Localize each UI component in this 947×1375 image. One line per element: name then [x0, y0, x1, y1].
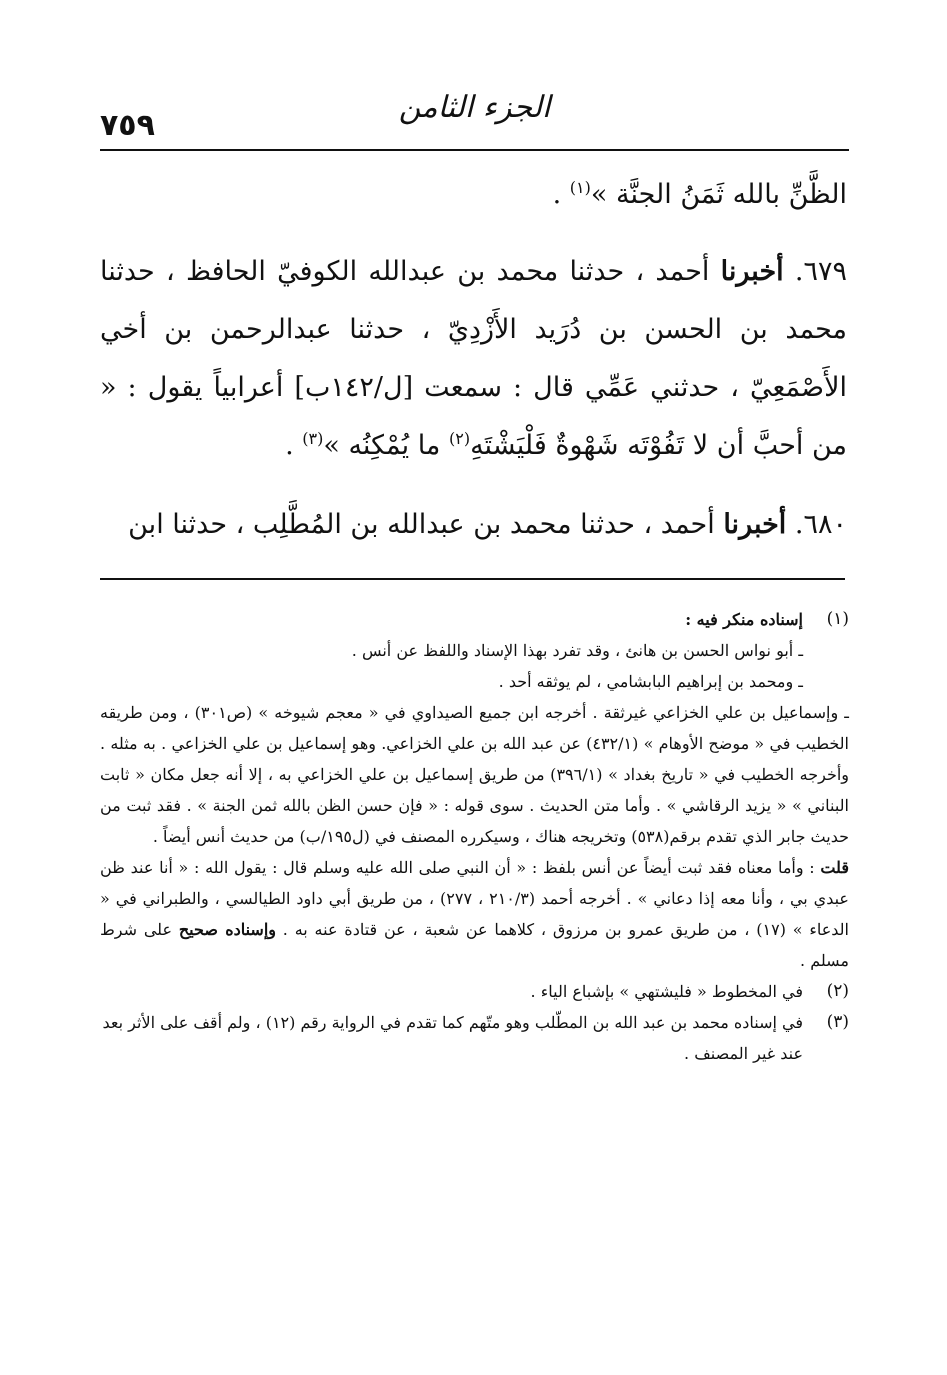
- part-title: الجزء الثامن: [398, 90, 551, 125]
- footnote-1-bullet-1: ـ أبو نواس الحسن بن هانئ ، وقد تفرد بهذا الإسناد واللفظ عن أنس .: [351, 641, 803, 660]
- footnote-1-text: : وأما معناه فقد ثبت أيضاً عن أنس بلفظ : « أن النبي صلى الله عليه وسلم قال : يقول الله : « أنا عند ظن عبدي بي ، وأنا معه إذا دعاني » . أخرجه أحمد (٢١٠/٣ ، ٢٧٧) ، من طريق أبي داود الطيالسي ، والطبراني في « الدعاء » (١٧) ، من طريق عمرو بن مرزوق ، كلاهما عن شعبة ، عن قتادة عنه به .: [100, 858, 850, 939]
- page-number: ٧٥٩: [100, 108, 155, 143]
- continuation-text: الظَّنِّ بالله ثَمَنُ الجنَّة »: [590, 179, 847, 210]
- footnote-3-text: في إسناده محمد بن عبد الله بن المطّلب وهو متّهم كما تقدم في الرواية رقم (١٢) ، ولم أقف على الأثر بعد عند غير المصنف .: [102, 1013, 803, 1063]
- footnote-ref-2: (٢): [448, 429, 471, 448]
- hadith-text-cont: ما يُمْكِنُه »: [323, 430, 449, 461]
- footnote-3: [100, 1007, 849, 1069]
- footnote-1-paragraph-2: [100, 852, 849, 976]
- footnote-ref-1: (١): [569, 178, 591, 197]
- hadith-end: .: [285, 430, 303, 461]
- qult-keyword: قلت: [820, 858, 849, 877]
- hadith-text: أحمد ، حدثنا محمد بن عبدالله بن المُطَّلِب ، حدثنا ابن: [128, 509, 724, 540]
- akhbarana-keyword: أخبرنا: [720, 256, 784, 287]
- footnote-1-text-end: على شرط مسلم .: [100, 920, 849, 970]
- footnote-2-text: في المخطوط « فليشتهي » بإشباع الياء .: [530, 982, 803, 1001]
- footnote-separator: [100, 578, 845, 580]
- footnote-number: (١): [826, 609, 849, 629]
- footnote-1-heading: إسناده منكر فيه :: [685, 610, 803, 629]
- sahih-verdict: وإسناده صحيح: [178, 920, 276, 939]
- footnote-number: (٣): [826, 1012, 849, 1032]
- footnotes: [100, 604, 849, 1069]
- page-header: [100, 86, 849, 146]
- akhbarana-keyword: أخبرنا: [723, 509, 787, 540]
- footnote-1-bullet-3: ـ وإسماعيل بن علي الخزاعي غيرثقة . أخرجه ابن جميع الصيداوي في « معجم شيوخه » (ص٣٠١) ، ومن طريقه الخطيب في « موضح الأوهام » (٤٣٢/١) عن عبد الله بن علي الخزاعي. وهو إسماعيل بن علي الخزاعي . به مثله . وأخرجه الخطيب في « تاريخ بغداد » (٣٩٦/١) من طريق إسماعيل بن علي الخزاعي به ، إلا أنه جعل مكان « ثابت البناني » « يزيد الرقاشي » . وأما متن الحديث . سوى قوله : « فإن حسن الظن بالله ثمن الجنة » . فقد ثبت من حديث جابر الذي تقدم برقم(٥٣٨) وتخريجه هناك ، وسيكرره المصنف في (ل١٩٥/ب) من حديث أنس أيضاً .: [100, 703, 850, 846]
- hadith-number: ٦٧٩.: [783, 256, 847, 287]
- text-continuation: [100, 166, 847, 224]
- footnote-1-bullet-2: ـ ومحمد بن إبراهيم البابشامي ، لم يوثقه أحد .: [498, 672, 803, 691]
- continuation-end: .: [552, 179, 570, 210]
- footnote-2: [100, 976, 849, 1007]
- hadith-text: أحمد ، حدثنا محمد بن عبدالله الكوفيّ الحافظ ، حدثنا محمد بن الحسن بن دُرَيد الأَزْدِيّ ، حدثنا عبدالرحمن بن أخي الأَصْمَعِيّ ، حدثني عَمِّي قال : سمعت [ل/١٤٢ب] أعرابياً يقول : « من أحبَّ أن لا تَفُوْتَه شَهْوةٌ فَلْيَشْتَهِ: [100, 256, 847, 461]
- hadith-680: [100, 496, 847, 554]
- hadith-679: [100, 243, 847, 475]
- hadith-number: ٦٨٠.: [786, 509, 847, 540]
- footnote-1-head: [100, 604, 849, 635]
- header-rule: [100, 149, 849, 151]
- footnote-ref-3: (٣): [302, 429, 324, 448]
- footnote-number: (٢): [826, 981, 849, 1001]
